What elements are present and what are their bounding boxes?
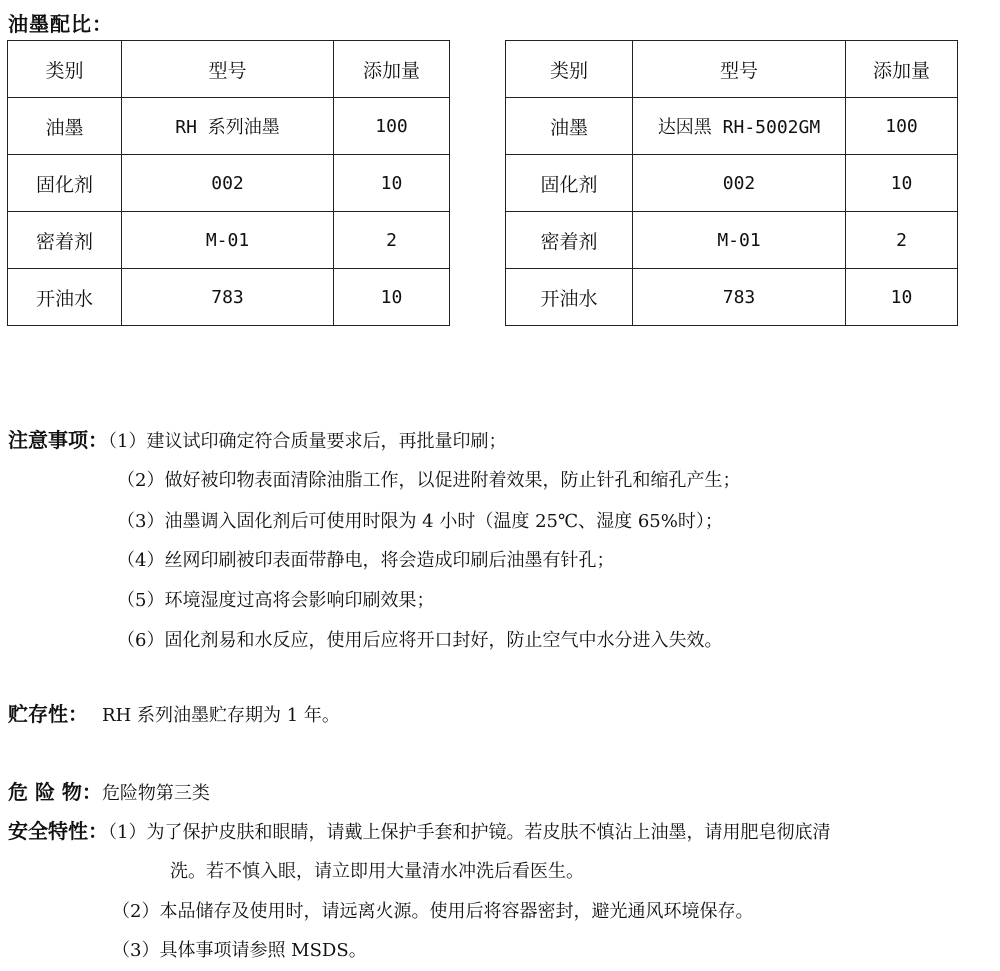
notes-label: 注意事项：	[8, 428, 108, 452]
header-category: 类别	[8, 41, 122, 98]
safety-label: 安全特性：	[8, 819, 108, 843]
cell-model: 002	[122, 155, 334, 212]
safety-first-line	[8, 819, 830, 845]
cell-model: M-01	[122, 212, 334, 269]
safety-item: （2）本品储存及使用时，请远离火源。使用后将容器密封，避光通风环境保存。	[112, 901, 754, 922]
header-model: 型号	[633, 41, 846, 98]
safety-item: （1）为了保护皮肤和眼睛，请戴上保护手套和护镜。若皮肤不慎沾上油墨，请用肥皂彻底清	[108, 822, 831, 843]
cell-category: 密着剂	[506, 212, 633, 269]
ink-ratio-heading: 油墨配比：	[8, 12, 113, 36]
notes-item: （4）丝网印刷被印表面带静电，将会造成印刷后油墨有针孔；	[117, 550, 615, 571]
table-row	[8, 212, 450, 269]
cell-amount: 100	[334, 98, 450, 155]
safety-item: （3）具体事项请参照 MSDS。	[112, 940, 367, 961]
cell-amount: 10	[846, 155, 958, 212]
table-row	[506, 155, 958, 212]
cell-category: 油墨	[8, 98, 122, 155]
storage-line	[8, 702, 340, 728]
notes-item: （5）环境湿度过高将会影响印刷效果；	[117, 590, 435, 611]
notes-first-line	[8, 428, 506, 454]
table-header-row	[506, 41, 958, 98]
cell-amount: 2	[846, 212, 958, 269]
ratio-table-right	[505, 40, 958, 326]
notes-item: （6）固化剂易和水反应，使用后应将开口封好，防止空气中水分进入失效。	[117, 630, 723, 651]
cell-category: 开油水	[506, 269, 633, 326]
table-row	[8, 98, 450, 155]
table-row	[8, 155, 450, 212]
cell-model: 达因黑 RH-5002GM	[633, 98, 846, 155]
table-row	[506, 269, 958, 326]
cell-model: RH 系列油墨	[122, 98, 334, 155]
cell-model: M-01	[633, 212, 846, 269]
cell-model: 002	[633, 155, 846, 212]
header-model: 型号	[122, 41, 334, 98]
cell-amount: 100	[846, 98, 958, 155]
header-amount: 添加量	[846, 41, 958, 98]
table-row	[506, 98, 958, 155]
ratio-table-left	[7, 40, 450, 326]
table-row	[506, 212, 958, 269]
hazard-line	[8, 780, 210, 806]
cell-model: 783	[633, 269, 846, 326]
notes-item: （1）建议试印确定符合质量要求后，再批量印刷；	[108, 431, 507, 452]
cell-category: 固化剂	[506, 155, 633, 212]
cell-amount: 10	[334, 269, 450, 326]
cell-amount: 10	[846, 269, 958, 326]
header-category: 类别	[506, 41, 633, 98]
table-header-row	[8, 41, 450, 98]
safety-item-continuation: 洗。若不慎入眼，请立即用大量清水冲洗后看医生。	[170, 861, 584, 882]
cell-category: 开油水	[8, 269, 122, 326]
storage-label: 贮存性：	[8, 702, 88, 726]
cell-category: 固化剂	[8, 155, 122, 212]
header-amount: 添加量	[334, 41, 450, 98]
cell-category: 油墨	[506, 98, 633, 155]
cell-model: 783	[122, 269, 334, 326]
cell-amount: 2	[334, 212, 450, 269]
notes-item: （3）油墨调入固化剂后可使用时限为 4 小时（温度 25℃、湿度 65%时）；	[117, 511, 723, 532]
cell-amount: 10	[334, 155, 450, 212]
hazard-label: 危 险 物：	[8, 780, 102, 804]
notes-item: （2）做好被印物表面清除油脂工作，以促进附着效果，防止针孔和缩孔产生；	[117, 470, 741, 491]
storage-text: RH 系列油墨贮存期为 1 年。	[102, 705, 340, 726]
hazard-text: 危险物第三类	[101, 783, 210, 804]
table-row	[8, 269, 450, 326]
cell-category: 密着剂	[8, 212, 122, 269]
